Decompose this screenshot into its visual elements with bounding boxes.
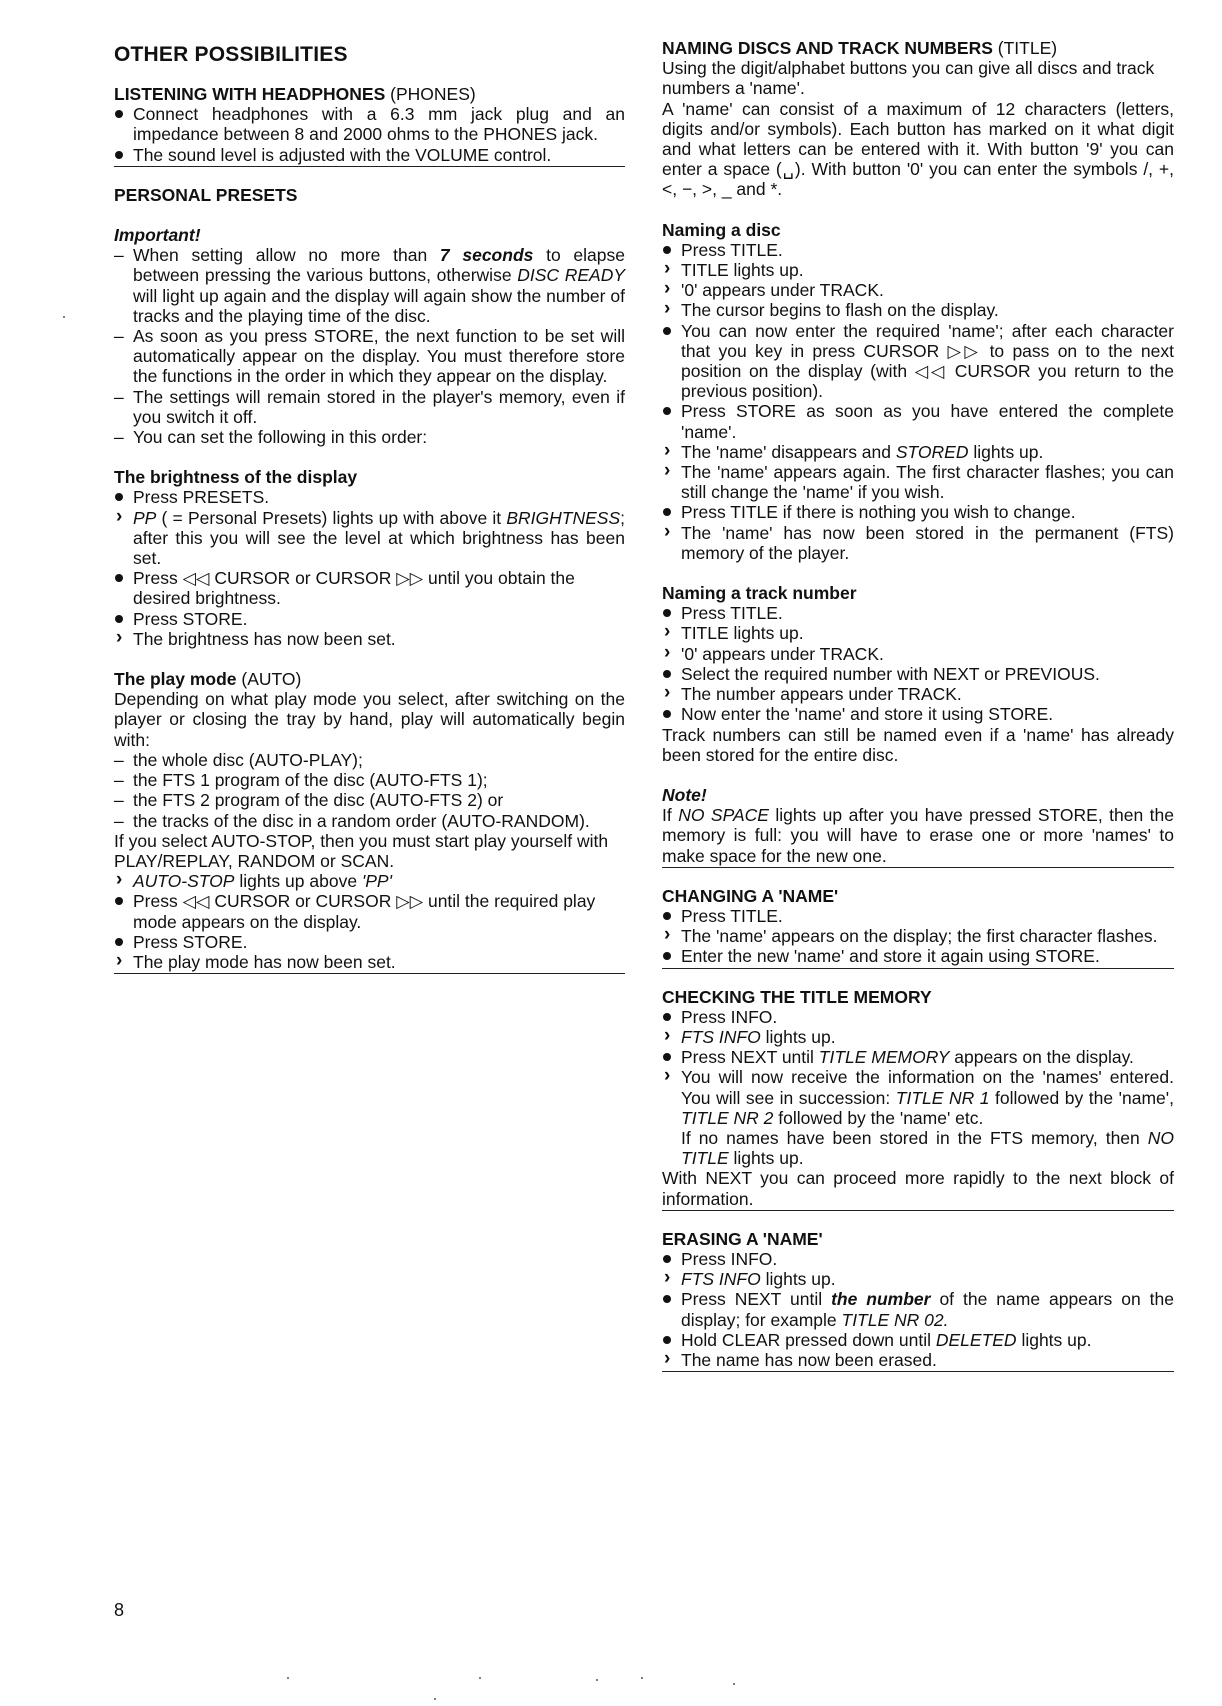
scan-speck bbox=[287, 1677, 289, 1679]
list-item-text: The 'name' appears on the display; the first character flashes. bbox=[681, 926, 1158, 947]
list-item-text: Press ◁◁ CURSOR or CURSOR ▷▷ until you obtain the desired brightness. bbox=[133, 568, 575, 609]
text-run-italic: TITLE NR 02. bbox=[841, 1309, 949, 1330]
list-item-text bbox=[133, 871, 392, 891]
list-item-text: You can set the following in this order: bbox=[133, 427, 428, 448]
list-item bbox=[662, 1350, 1174, 1370]
text-run: lights up. bbox=[1016, 1329, 1092, 1350]
text-run: The 'name' disappears and bbox=[681, 441, 896, 462]
text-run: lights up. bbox=[728, 1148, 804, 1169]
list-item bbox=[662, 603, 1174, 623]
list-item-text: the FTS 1 program of the disc (AUTO-FTS 1); bbox=[133, 770, 488, 791]
text-run: Press NEXT until bbox=[681, 1047, 819, 1068]
list-item-text: Press STORE. bbox=[133, 931, 248, 952]
paragraph bbox=[662, 805, 1174, 866]
list-item-text: Now enter the 'name' and store it using STORE. bbox=[681, 704, 1054, 725]
right-column bbox=[662, 38, 1174, 1390]
list-item bbox=[114, 871, 625, 891]
list-item-text: the FTS 2 program of the disc (AUTO-FTS 2) or bbox=[133, 790, 504, 811]
list-item bbox=[114, 145, 625, 165]
text-run-italic: PP bbox=[133, 507, 157, 528]
list-item-text: Press TITLE. bbox=[681, 239, 783, 260]
list-item bbox=[662, 240, 1174, 260]
list-item bbox=[114, 568, 625, 608]
erasing-section bbox=[662, 1229, 1174, 1372]
list-item bbox=[114, 811, 625, 831]
list-item-text: TITLE lights up. bbox=[681, 260, 804, 281]
list-item-text: Press TITLE. bbox=[681, 905, 783, 926]
list-item-text: The play mode has now been set. bbox=[133, 951, 396, 972]
text-run-emphasis: the number bbox=[831, 1289, 931, 1310]
paragraph: Depending on what play mode you select, after switching on the player or closing the tray by hand, play will automatically begin with: bbox=[114, 689, 625, 750]
naming-disc-heading: Naming a disc bbox=[662, 219, 781, 240]
list-item bbox=[662, 1027, 1174, 1047]
paragraph: With NEXT you can proceed more rapidly to the next block of information. bbox=[662, 1168, 1174, 1209]
text-run: lights up. bbox=[968, 441, 1044, 462]
text-run-italic: STORED bbox=[895, 441, 969, 462]
brightness-heading: The brightness of the display bbox=[114, 467, 358, 488]
list-item-text bbox=[681, 1047, 1134, 1067]
list-item-text bbox=[133, 508, 625, 568]
checking-section bbox=[662, 987, 1174, 1211]
text-run: You will now receive the information on the 'names' entered. You will see in succession: bbox=[681, 1067, 1174, 1108]
list-item-text: As soon as you press STORE, the next function to be set will automatically appear on the display. You must therefore store the functions in the order in which they appear on the display. bbox=[133, 326, 625, 387]
text-run-emphasis: 7 seconds bbox=[439, 245, 534, 266]
list-item bbox=[662, 502, 1174, 522]
list-item bbox=[114, 891, 625, 931]
text-run-italic: TITLE NR 2 bbox=[681, 1107, 774, 1128]
list-item-text: Press INFO. bbox=[681, 1248, 778, 1269]
presets-section bbox=[114, 185, 625, 974]
list-item bbox=[662, 1289, 1174, 1329]
text-run-italic: DELETED bbox=[935, 1329, 1017, 1350]
list-item bbox=[662, 664, 1174, 684]
text-run: will light up again and the display will again show the number of tracks and the playing time of the disc. bbox=[133, 285, 625, 326]
playmode-section bbox=[114, 669, 625, 974]
list-item bbox=[662, 1269, 1174, 1289]
text-run-italic: DISC READY bbox=[517, 265, 626, 286]
left-column bbox=[114, 38, 625, 992]
text-run: When setting allow no more than bbox=[133, 245, 440, 266]
text-run: ; after this you will see the level at which brightness has been set. bbox=[133, 507, 625, 569]
list-item-text: Press TITLE if there is nothing you wish to change. bbox=[681, 502, 1076, 523]
text-run-italic: FTS INFO bbox=[681, 1026, 761, 1047]
list-item bbox=[114, 609, 625, 629]
list-item bbox=[662, 321, 1174, 402]
list-item bbox=[662, 280, 1174, 300]
page-number: 8 bbox=[114, 1600, 125, 1620]
list-item bbox=[662, 1047, 1174, 1067]
list-item bbox=[114, 245, 625, 326]
paragraph: Track numbers can still be named even if a 'name' has already been stored for the entire disc. bbox=[662, 724, 1174, 765]
text-run: followed by the 'name' etc. bbox=[773, 1107, 984, 1128]
text-run: Press NEXT until bbox=[681, 1289, 832, 1310]
list-item bbox=[114, 629, 625, 649]
headphones-section bbox=[114, 84, 625, 167]
list-item-text: The 'name' appears again. The first character flashes; you can still change the 'name' if you wish. bbox=[681, 462, 1174, 503]
list-item bbox=[662, 1067, 1174, 1168]
presets-heading: PERSONAL PRESETS bbox=[114, 184, 298, 205]
naming-section bbox=[662, 38, 1174, 868]
list-item bbox=[114, 487, 625, 507]
scan-speck bbox=[641, 1677, 643, 1679]
list-item bbox=[114, 932, 625, 952]
paragraph: Using the digit/alphabet buttons you can give all discs and track numbers a 'name'. bbox=[662, 58, 1155, 99]
paragraph: If you select AUTO-STOP, then you must start play yourself with PLAY/REPLAY, RANDOM or SCAN. bbox=[114, 830, 609, 871]
text-run-italic: NO SPACE bbox=[678, 805, 769, 826]
list-item bbox=[114, 750, 625, 770]
list-item bbox=[662, 1330, 1174, 1350]
headphones-heading-text: LISTENING WITH HEADPHONES bbox=[114, 84, 386, 104]
list-item-text: the tracks of the disc in a random order (AUTO-RANDOM). bbox=[133, 810, 590, 831]
list-item-text bbox=[681, 1269, 836, 1289]
list-item bbox=[662, 1249, 1174, 1269]
text-run: of the name appears on the display; for example bbox=[681, 1289, 1174, 1330]
text-run: lights up after you have pressed STORE, then the memory is full: you will have to erase one or more 'names' to make space for the new one. bbox=[662, 805, 1174, 866]
paragraph: A 'name' can consist of a maximum of 12 characters (letters, digits and/or symbols). Each button has marked on it what digit and what letters can be entered with it. With button '9' you can enter a space (␣). With button '0' you can enter the symbols /, +, <, −, >, _ and *. bbox=[662, 98, 1174, 200]
text-run: appears on the display. bbox=[949, 1047, 1134, 1068]
list-item-text bbox=[681, 1027, 836, 1047]
scan-speck bbox=[479, 1677, 481, 1679]
erasing-heading: ERASING A 'NAME' bbox=[662, 1228, 823, 1249]
list-item-text: '0' appears under TRACK. bbox=[681, 643, 884, 664]
text-run: Hold CLEAR pressed down until bbox=[681, 1329, 936, 1350]
naming-heading bbox=[662, 38, 1174, 58]
list-item bbox=[662, 260, 1174, 280]
important-label: Important! bbox=[114, 225, 201, 246]
playmode-heading-text: The play mode bbox=[114, 669, 237, 690]
headphones-heading-suffix: (PHONES) bbox=[390, 84, 476, 104]
list-item-text bbox=[681, 1067, 1174, 1168]
list-item-text: Press ◁◁ CURSOR or CURSOR ▷▷ until the required play mode appears on the display. bbox=[133, 891, 596, 932]
changing-section bbox=[662, 886, 1174, 969]
list-item bbox=[114, 104, 625, 144]
text-run: If no names have been stored in the FTS memory, then bbox=[681, 1127, 1148, 1148]
text-run-italic: TITLE NR 1 bbox=[895, 1087, 990, 1108]
text-run-italic: 'PP' bbox=[361, 871, 392, 892]
list-item-text: Press TITLE. bbox=[681, 603, 783, 624]
list-item-text: The settings will remain stored in the player's memory, even if you switch it off. bbox=[133, 386, 625, 427]
text-run: to elapse between pressing the various buttons, otherwise bbox=[133, 245, 625, 286]
list-item-text: Press PRESETS. bbox=[133, 487, 270, 508]
list-item bbox=[114, 508, 625, 569]
list-item-text: the whole disc (AUTO-PLAY); bbox=[133, 749, 363, 770]
naming-track-heading: Naming a track number bbox=[662, 583, 857, 604]
text-run-italic: FTS INFO bbox=[681, 1269, 761, 1290]
scan-speck bbox=[434, 1698, 436, 1700]
list-item bbox=[662, 644, 1174, 664]
list-item bbox=[114, 952, 625, 972]
list-item bbox=[662, 704, 1174, 724]
list-item bbox=[662, 442, 1174, 462]
list-item-text bbox=[681, 1289, 1174, 1329]
list-item bbox=[662, 401, 1174, 441]
list-item-text: Press STORE. bbox=[133, 608, 248, 629]
note-section bbox=[662, 785, 1174, 868]
scan-speck bbox=[63, 316, 65, 318]
list-item-text: Connect headphones with a 6.3 mm jack plug and an impedance between 8 and 2000 ohms to the PHONES jack. bbox=[133, 104, 625, 145]
text-run-italic: TITLE MEMORY bbox=[818, 1047, 950, 1068]
list-item-text: The number appears under TRACK. bbox=[681, 684, 962, 705]
list-item bbox=[114, 326, 625, 387]
headphones-heading bbox=[114, 84, 625, 104]
list-item-text bbox=[133, 245, 625, 326]
list-item bbox=[662, 300, 1174, 320]
list-item-text: Enter the new 'name' and store it again using STORE. bbox=[681, 946, 1100, 967]
naming-heading-suffix: (TITLE) bbox=[997, 38, 1058, 58]
text-run: lights up. bbox=[760, 1026, 836, 1047]
list-item-text: The 'name' has now been stored in the permanent (FTS) memory of the player. bbox=[681, 522, 1174, 563]
text-run-italic: NO TITLE bbox=[681, 1127, 1174, 1169]
text-run-italic: BRIGHTNESS bbox=[506, 507, 621, 528]
list-item bbox=[662, 1007, 1174, 1027]
scan-speck bbox=[733, 1683, 735, 1685]
changing-heading: CHANGING A 'NAME' bbox=[662, 885, 839, 906]
page-title: OTHER POSSIBILITIES bbox=[114, 43, 348, 66]
list-item-text: Select the required number with NEXT or PREVIOUS. bbox=[681, 663, 1100, 684]
text-run: lights up. bbox=[760, 1269, 836, 1290]
list-item-text: '0' appears under TRACK. bbox=[681, 280, 884, 301]
list-item bbox=[662, 906, 1174, 926]
text-run: followed by the 'name', bbox=[989, 1087, 1174, 1108]
list-item-text: The sound level is adjusted with the VOLUME control. bbox=[133, 144, 552, 165]
list-item bbox=[662, 462, 1174, 502]
text-run: If bbox=[662, 805, 679, 826]
list-item bbox=[114, 427, 625, 447]
note-label: Note! bbox=[662, 784, 707, 805]
playmode-heading-suffix: (AUTO) bbox=[241, 669, 302, 690]
list-item-text: The name has now been erased. bbox=[681, 1349, 937, 1370]
list-item bbox=[114, 790, 625, 810]
list-item-text bbox=[681, 442, 1043, 462]
list-item-text: The brightness has now been set. bbox=[133, 628, 396, 649]
scan-speck bbox=[596, 1679, 598, 1681]
list-item bbox=[662, 523, 1174, 563]
naming-heading-text: NAMING DISCS AND TRACK NUMBERS bbox=[662, 38, 993, 58]
playmode-heading bbox=[114, 669, 625, 689]
text-run: lights up above bbox=[234, 871, 362, 892]
list-item bbox=[662, 946, 1174, 966]
text-run-italic: AUTO-STOP bbox=[133, 871, 235, 892]
text-run: ( = Personal Presets) lights up with above it bbox=[156, 507, 507, 528]
list-item bbox=[114, 770, 625, 790]
list-item-text: The cursor begins to flash on the display. bbox=[681, 300, 999, 321]
list-item bbox=[662, 623, 1174, 643]
list-item-text: Press INFO. bbox=[681, 1006, 778, 1027]
list-item bbox=[114, 387, 625, 427]
list-item-text: You can now enter the required 'name'; after each character that you key in press CURSOR ▷▷ to pass on to the next position on the display (with ◁◁ CURSOR you return to the previous position). bbox=[681, 320, 1174, 402]
list-item-text: Press STORE as soon as you have entered the complete 'name'. bbox=[681, 401, 1174, 442]
list-item-text bbox=[681, 1330, 1091, 1350]
list-item bbox=[662, 684, 1174, 704]
checking-heading: CHECKING THE TITLE MEMORY bbox=[662, 986, 932, 1007]
list-item-text: TITLE lights up. bbox=[681, 623, 804, 644]
list-item bbox=[662, 926, 1174, 946]
